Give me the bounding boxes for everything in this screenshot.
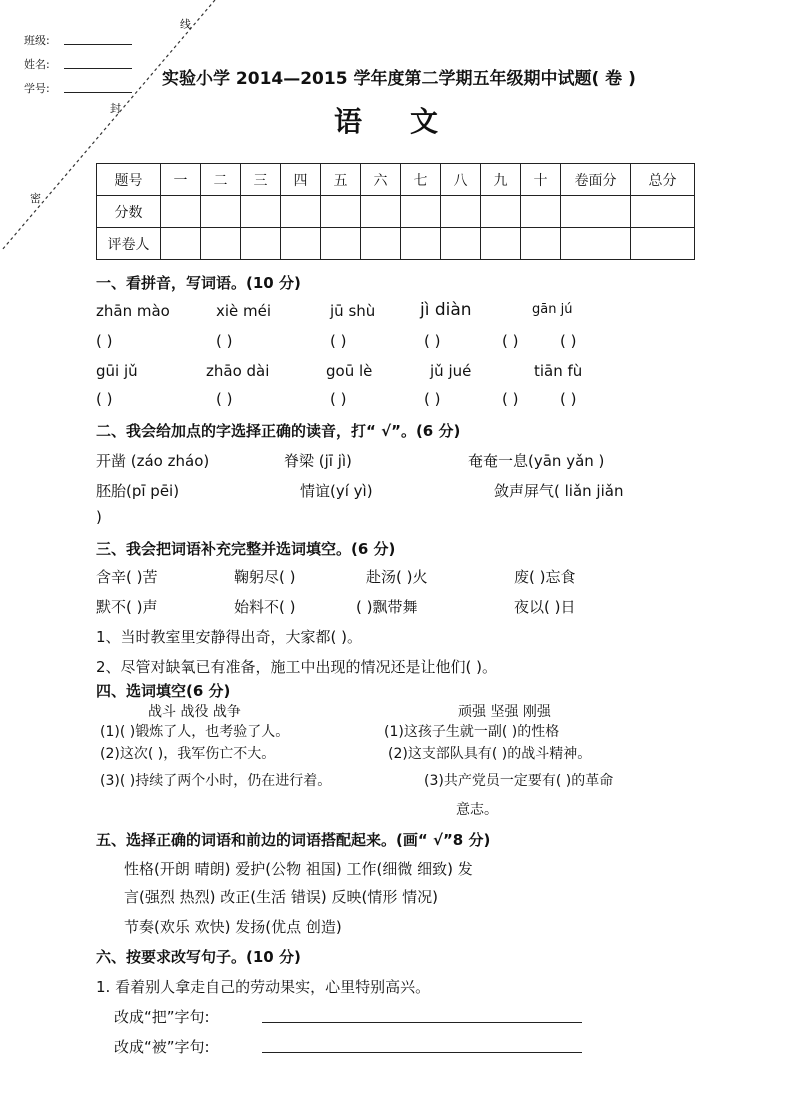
idiom-item[interactable]: 夜以( )日	[514, 598, 576, 616]
answer-blank[interactable]: ( )	[96, 332, 113, 350]
fill-question[interactable]: (1)( )锻炼了人，也考验了人。	[100, 724, 290, 740]
answer-blank[interactable]: ( )	[330, 390, 347, 408]
reading-choice[interactable]: 开凿 (záo zháo)	[96, 452, 210, 470]
score-cell[interactable]	[201, 196, 241, 228]
table-header-cell: 五	[321, 164, 361, 196]
pinyin-item: gān jú	[532, 302, 573, 317]
grader-cell[interactable]	[281, 228, 321, 260]
fill-question-continued: 意志。	[456, 802, 498, 818]
score-row	[97, 196, 695, 228]
reading-choice-close: )	[96, 508, 102, 526]
student-id-label: 学号:	[24, 82, 50, 95]
score-cell[interactable]	[481, 196, 521, 228]
section-4-title: 四、选词填空(6 分)	[96, 682, 231, 700]
section-1-title: 一、看拼音，写词语。(10 分)	[96, 274, 301, 292]
grader-cell[interactable]	[441, 228, 481, 260]
grader-cell[interactable]	[401, 228, 441, 260]
fill-question[interactable]: (3)共产党员一定要有( )的革命	[424, 773, 614, 789]
word-bank-right: 顽强 坚强 刚强	[458, 704, 551, 720]
seal-mi: 密	[30, 192, 41, 205]
table-header-cell: 题号	[97, 164, 161, 196]
grader-cell[interactable]	[481, 228, 521, 260]
grader-cell[interactable]	[201, 228, 241, 260]
reading-choice[interactable]: 情谊(yí yì)	[300, 482, 373, 500]
idiom-item[interactable]: 始料不( )	[234, 598, 296, 616]
grader-row-label: 评卷人	[97, 228, 161, 260]
fill-question[interactable]: (1)这孩子生就一副( )的性格	[384, 724, 560, 740]
score-cell[interactable]	[361, 196, 401, 228]
table-header-cell: 总分	[631, 164, 695, 196]
grader-cell[interactable]	[161, 228, 201, 260]
answer-blank[interactable]: ( )	[216, 390, 233, 408]
score-cell[interactable]	[521, 196, 561, 228]
reading-choice[interactable]: 胚胎(pī pēi)	[96, 482, 180, 500]
fill-question[interactable]: (2)这支部队具有( )的战斗精神。	[388, 746, 592, 762]
section-5-title: 五、选择正确的词语和前边的词语搭配起来。(画“ √”8 分)	[96, 831, 491, 849]
score-cell[interactable]	[281, 196, 321, 228]
collocation-line[interactable]: 言(强烈 热烈) 改正(生活 错误) 反映(情形 情况)	[124, 888, 438, 906]
word-bank-left: 战斗 战役 战争	[148, 704, 241, 720]
fill-question[interactable]: (2)这次( )，我军伤亡不大。	[100, 746, 276, 762]
idiom-item[interactable]: 默不( )声	[96, 598, 158, 616]
reading-choice[interactable]: 奄奄一息(yān yǎn )	[468, 452, 605, 470]
section-3-title: 三、我会把词语补充完整并选词填空。(6 分)	[96, 540, 396, 558]
answer-blank[interactable]: ( )	[96, 390, 113, 408]
grader-cell[interactable]	[321, 228, 361, 260]
score-cell[interactable]	[161, 196, 201, 228]
pinyin-item: zhāo dài	[206, 362, 270, 380]
seal-feng: 封	[110, 102, 121, 115]
pinyin-item: xiè méi	[216, 302, 272, 320]
table-header-cell: 四	[281, 164, 321, 196]
answer-blank[interactable]: ( )	[330, 332, 347, 350]
score-cell[interactable]	[561, 196, 631, 228]
fill-question[interactable]: 1、当时教室里安静得出奇，大家都( )。	[96, 628, 363, 646]
score-cell[interactable]	[241, 196, 281, 228]
answer-blank[interactable]: ( )	[560, 390, 577, 408]
table-header-cell: 九	[481, 164, 521, 196]
pinyin-item: zhān mào	[96, 302, 170, 320]
answer-blank[interactable]: ( )	[424, 332, 441, 350]
bei-sentence-answer-line[interactable]	[262, 1052, 582, 1053]
name-label: 姓名:	[24, 58, 50, 71]
section-2-title: 二、我会给加点的字选择正确的读音，打“ √”。(6 分)	[96, 422, 461, 440]
collocation-line[interactable]: 节奏(欢乐 欢快) 发扬(优点 创造)	[124, 918, 342, 936]
answer-blank[interactable]: ( )	[502, 390, 519, 408]
score-cell[interactable]	[321, 196, 361, 228]
fill-question[interactable]: (3)( )持续了两个小时，仍在进行着。	[100, 773, 332, 789]
class-label: 班级:	[24, 34, 50, 47]
table-header-cell: 六	[361, 164, 401, 196]
pinyin-item: jì diàn	[420, 300, 472, 320]
idiom-item[interactable]: 赴汤( )火	[366, 568, 428, 586]
collocation-line[interactable]: 性格(开朗 晴朗) 爱护(公物 祖国) 工作(细微 细致) 发	[124, 860, 473, 878]
score-cell[interactable]	[441, 196, 481, 228]
score-table	[96, 163, 695, 260]
subject-char-2: 文	[410, 105, 439, 138]
ba-sentence-answer-line[interactable]	[262, 1022, 582, 1023]
grader-cell[interactable]	[241, 228, 281, 260]
exam-title: 实验小学 2014—2015 学年度第二学期五年级期中试题( 卷 )	[162, 69, 636, 89]
score-cell[interactable]	[401, 196, 441, 228]
score-row-label: 分数	[97, 196, 161, 228]
grader-cell[interactable]	[361, 228, 401, 260]
answer-blank[interactable]: ( )	[424, 390, 441, 408]
fill-question[interactable]: 2、尽管对缺氧已有准备，施工中出现的情况还是让他们( )。	[96, 658, 498, 676]
ba-sentence-label: 改成“把”字句:	[114, 1008, 210, 1026]
table-header-cell: 三	[241, 164, 281, 196]
table-header-cell: 八	[441, 164, 481, 196]
pinyin-item: tiān fù	[534, 362, 583, 380]
idiom-item[interactable]: 废( )忘食	[514, 568, 576, 586]
pinyin-item: jǔ jué	[430, 362, 472, 380]
answer-blank[interactable]: ( )	[560, 332, 577, 350]
table-header-cell: 卷面分	[561, 164, 631, 196]
idiom-item[interactable]: 鞠躬尽( )	[234, 568, 296, 586]
grader-row	[97, 228, 695, 260]
bei-sentence-label: 改成“被”字句:	[114, 1038, 210, 1056]
reading-choice[interactable]: 敛声屏气( liǎn jiǎn	[494, 482, 624, 500]
table-header-cell: 七	[401, 164, 441, 196]
grader-cell[interactable]	[561, 228, 631, 260]
idiom-item[interactable]: 含辛( )苦	[96, 568, 158, 586]
grader-cell[interactable]	[631, 228, 695, 260]
score-table-header-row	[97, 164, 695, 196]
answer-blank[interactable]: ( )	[216, 332, 233, 350]
seal-xian: 线	[180, 18, 191, 31]
section-6-title: 六、按要求改写句子。(10 分)	[96, 948, 301, 966]
table-header-cell: 十	[521, 164, 561, 196]
table-header-cell: 二	[201, 164, 241, 196]
pinyin-item: goū lè	[326, 362, 373, 380]
answer-blank[interactable]: ( )	[502, 332, 519, 350]
pinyin-item: jū shù	[330, 302, 376, 320]
pinyin-item: gūi jǔ	[96, 362, 138, 380]
idiom-item[interactable]: ( )飘带舞	[356, 598, 418, 616]
table-header-cell: 一	[161, 164, 201, 196]
score-cell[interactable]	[631, 196, 695, 228]
reading-choice[interactable]: 脊梁 (jī jì)	[284, 452, 352, 470]
rewrite-question: 1. 看着别人拿走自己的劳动果实，心里特别高兴。	[96, 978, 431, 996]
subject-char-1: 语	[334, 105, 363, 138]
subject-title	[310, 100, 462, 140]
grader-cell[interactable]	[521, 228, 561, 260]
